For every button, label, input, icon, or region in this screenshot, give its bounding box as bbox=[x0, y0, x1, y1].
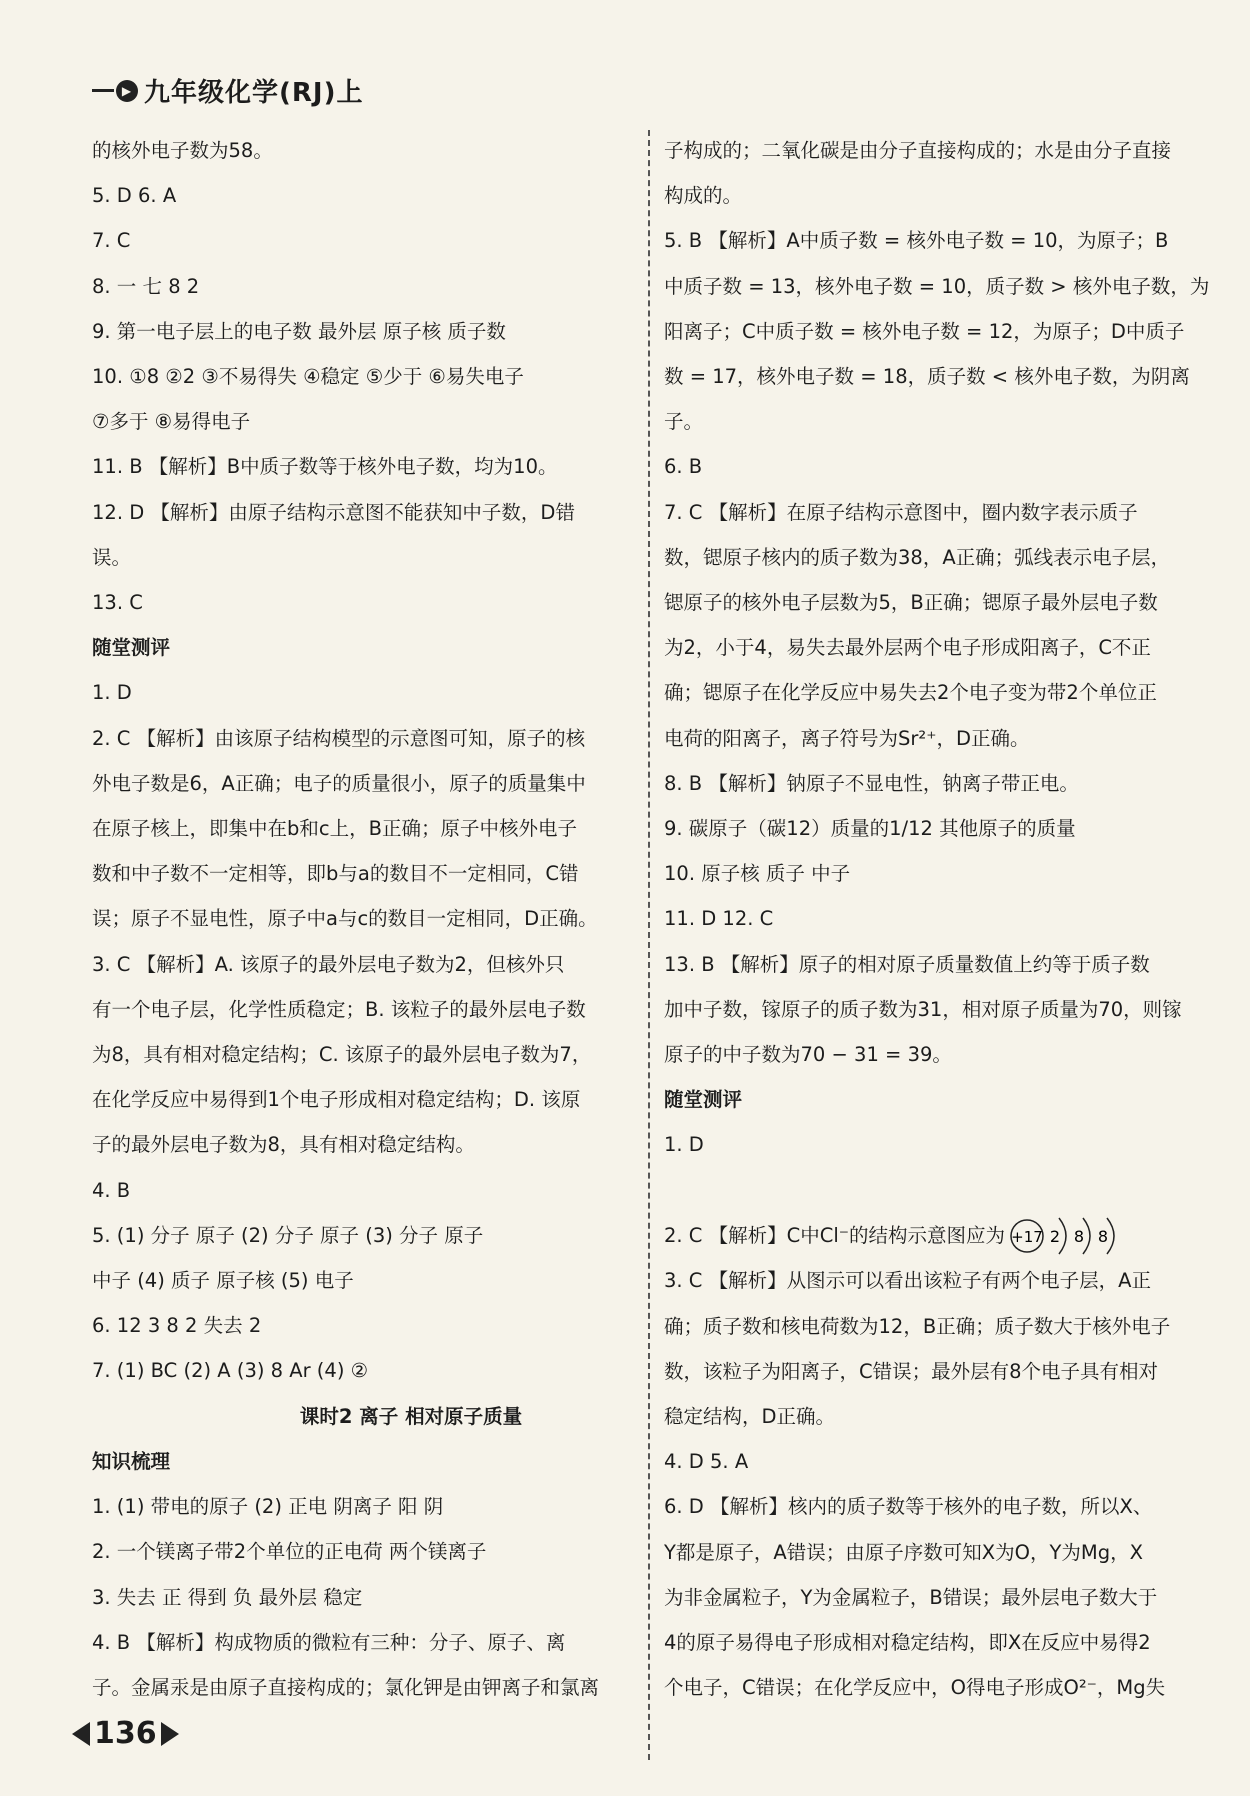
line-text: 中子 (4) 质子 原子核 (5) 电子 bbox=[92, 1269, 354, 1293]
line-text: 11. D 12. C bbox=[664, 907, 774, 931]
answer-line bbox=[664, 1304, 1202, 1349]
line-text: 2. C 【解析】C中Cl⁻的结构示意图应为 bbox=[664, 1223, 1006, 1247]
line-text: 在化学反应中易得到1个电子形成相对稳定结构；D. 该原 bbox=[92, 1088, 581, 1112]
answer-line bbox=[664, 1620, 1202, 1665]
line-text: 加中子数，镓原子的质子数为31，相对原子质量为70，则镓 bbox=[664, 997, 1182, 1021]
answer-line bbox=[664, 1258, 1202, 1303]
nucleus-charge: +17 bbox=[1011, 1228, 1043, 1247]
logo-icon: ▶ bbox=[116, 80, 138, 102]
answer-line bbox=[664, 309, 1202, 354]
line-text: 1. D bbox=[92, 681, 132, 705]
line-text: 7. C 【解析】在原子结构示意图中，圈内数字表示质子 bbox=[664, 500, 1138, 524]
line-text: 子。 bbox=[664, 410, 704, 434]
answer-line bbox=[664, 851, 1202, 896]
answer-line bbox=[92, 535, 630, 580]
section-heading bbox=[92, 1439, 630, 1484]
answer-line bbox=[92, 580, 630, 625]
answer-line bbox=[92, 309, 630, 354]
lesson-title bbox=[92, 1394, 630, 1439]
line-text: 确；质子数和核电荷数为12，B正确；质子数大于核外电子 bbox=[664, 1314, 1171, 1338]
line-text: 构成的。 bbox=[664, 184, 743, 208]
answer-line bbox=[92, 490, 630, 535]
line-text: ⑦多于 ⑧易得电子 bbox=[92, 410, 251, 434]
answer-line bbox=[92, 1620, 630, 1665]
column-divider bbox=[648, 130, 650, 1760]
line-text: 外电子数是6，A正确；电子的质量很小，原子的质量集中 bbox=[92, 771, 586, 795]
line-text: 为2，小于4，易失去最外层两个电子形成阳离子，C不正 bbox=[664, 636, 1151, 660]
answer-line bbox=[664, 264, 1210, 309]
line-text: 6. D 【解析】核内的质子数等于核外的电子数，所以X、 bbox=[664, 1495, 1153, 1519]
line-text: 在原子核上，即集中在b和c上，B正确；原子中核外电子 bbox=[92, 817, 577, 841]
line-text: 10. 原子核 质子 中子 bbox=[664, 862, 851, 886]
answer-line bbox=[92, 1213, 630, 1258]
answer-line bbox=[664, 535, 1202, 580]
line-text: 1. D bbox=[664, 1133, 704, 1157]
answer-line bbox=[92, 1168, 630, 1213]
line-text: 误；原子不显电性，原子中a与c的数目一定相同，D正确。 bbox=[92, 907, 598, 931]
line-text: 的核外电子数为58。 bbox=[92, 139, 273, 162]
line-text: 个电子，C错误；在化学反应中，O得电子形成O²⁻，Mg失 bbox=[664, 1676, 1166, 1700]
line-text: 3. C 【解析】A. 该原子的最外层电子数为2，但核外只 bbox=[92, 952, 565, 976]
line-text: 原子的中子数为70 − 31 = 39。 bbox=[664, 1043, 952, 1067]
answer-line bbox=[92, 1122, 630, 1167]
answer-line bbox=[92, 1032, 630, 1077]
line-text: 为非金属粒子，Y为金属粒子，B错误；最外层电子数大于 bbox=[664, 1585, 1158, 1609]
answer-line bbox=[664, 490, 1202, 535]
line-text: 5. D 6. A bbox=[92, 184, 177, 208]
line-text: 1. (1) 带电的原子 (2) 正电 阴离子 阳 阴 bbox=[92, 1495, 444, 1519]
answer-line bbox=[92, 1077, 630, 1122]
line-text: 7. C bbox=[92, 229, 131, 253]
line-text: 6. B bbox=[664, 455, 703, 479]
shell-electron-count: 8 bbox=[1097, 1227, 1109, 1247]
line-text: 5. B 【解析】A中质子数 = 核外电子数 = 10，为原子；B bbox=[664, 229, 1169, 253]
header-title: 九年级化学(RJ)上 bbox=[144, 78, 364, 108]
answer-line bbox=[664, 1349, 1202, 1394]
arrow-right-icon bbox=[161, 1722, 179, 1746]
line-text: 数和中子数不一定相等，即b与a的数目不一定相同，C错 bbox=[92, 862, 579, 886]
answer-line bbox=[92, 670, 630, 715]
left-column bbox=[92, 128, 630, 1710]
page-number-text: 136 bbox=[94, 1716, 157, 1751]
line-text: 阳离子；C中质子数 = 核外电子数 = 12，为原子；D中质子 bbox=[664, 319, 1185, 343]
line-text: 子的最外层电子数为8，具有相对稳定结构。 bbox=[92, 1133, 475, 1157]
answer-line bbox=[664, 896, 1202, 941]
answer-line bbox=[92, 1484, 630, 1529]
page-header bbox=[92, 72, 363, 109]
line-text: 13. C bbox=[92, 591, 143, 615]
line-text: 确；锶原子在化学反应中易失去2个电子变为带2个单位正 bbox=[664, 681, 1157, 705]
line-text: 3. 失去 正 得到 负 最外层 稳定 bbox=[92, 1585, 363, 1609]
answer-line bbox=[664, 716, 1202, 761]
section-heading bbox=[664, 1077, 1202, 1122]
answer-line bbox=[92, 1575, 630, 1620]
answer-line bbox=[664, 444, 1202, 489]
answer-line bbox=[92, 942, 630, 987]
line-text: 知识梳理 bbox=[92, 1449, 171, 1473]
line-text: 8. B 【解析】钠原子不显电性，钠离子带正电。 bbox=[664, 771, 1079, 795]
answer-line bbox=[92, 128, 630, 173]
line-text: 5. (1) 分子 原子 (2) 分子 原子 (3) 分子 原子 bbox=[92, 1223, 484, 1247]
answer-line bbox=[92, 716, 630, 761]
answer-line bbox=[92, 1529, 630, 1574]
line-text: 9. 第一电子层上的电子数 最外层 原子核 质子数 bbox=[92, 319, 506, 343]
answer-line bbox=[664, 1530, 1202, 1575]
answer-line bbox=[664, 1168, 1202, 1213]
line-text: 子。金属汞是由原子直接构成的；氯化钾是由钾离子和氯离 bbox=[92, 1675, 600, 1699]
answer-line bbox=[664, 580, 1202, 625]
line-text: 8. 一 七 8 2 bbox=[92, 274, 200, 298]
shell-electron-count: 2 bbox=[1049, 1227, 1061, 1247]
answer-line bbox=[664, 670, 1202, 715]
line-text: 随堂测评 bbox=[664, 1088, 743, 1112]
answer-line bbox=[92, 399, 630, 444]
cl-ion-structure-diagram bbox=[1007, 1214, 1137, 1258]
line-text: 数 = 17，核外电子数 = 18，质子数 < 核外电子数，为阴离 bbox=[664, 365, 1190, 389]
section-heading bbox=[92, 625, 630, 670]
line-text: 13. B 【解析】原子的相对原子质量数值上约等于质子数 bbox=[664, 952, 1150, 976]
answer-line bbox=[664, 942, 1202, 987]
answer-line bbox=[92, 1258, 630, 1303]
answer-line bbox=[92, 987, 630, 1032]
line-text: 6. 12 3 8 2 失去 2 bbox=[92, 1314, 262, 1338]
answer-line bbox=[92, 218, 630, 263]
answer-line bbox=[664, 1575, 1202, 1620]
answer-line bbox=[664, 1439, 1202, 1484]
line-text bbox=[664, 1179, 670, 1202]
answer-line bbox=[92, 1665, 630, 1710]
line-text: 稳定结构，D正确。 bbox=[664, 1404, 836, 1428]
line-text: 12. D 【解析】由原子结构示意图不能获知中子数，D错 bbox=[92, 500, 575, 524]
line-text: 课时2 离子 相对原子质量 bbox=[299, 1404, 523, 1428]
line-text: 为8，具有相对稳定结构；C. 该原子的最外层电子数为7， bbox=[92, 1043, 592, 1067]
answer-line bbox=[664, 1484, 1202, 1529]
answer-line bbox=[664, 761, 1202, 806]
header-dash bbox=[92, 89, 114, 92]
line-text: 随堂测评 bbox=[92, 636, 171, 660]
answer-line bbox=[664, 1394, 1202, 1439]
answer-line bbox=[664, 1213, 1202, 1259]
line-text: 9. 碳原子（碳12）质量的1/12 其他原子的质量 bbox=[664, 817, 1076, 841]
line-text: 数，锶原子核内的质子数为38，A正确；弧线表示电子层， bbox=[664, 545, 1171, 569]
answer-line bbox=[664, 1032, 1202, 1077]
answer-line bbox=[664, 1122, 1202, 1167]
line-text: 数，该粒子为阳离子，C错误；最外层有8个电子具有相对 bbox=[664, 1359, 1159, 1383]
answer-line bbox=[92, 761, 630, 806]
answer-line bbox=[92, 173, 630, 218]
line-text: 误。 bbox=[92, 545, 132, 569]
answer-line bbox=[664, 354, 1202, 399]
line-text: Y都是原子，A错误；由原子序数可知X为O，Y为Mg，X bbox=[664, 1540, 1143, 1564]
line-text: 中质子数 = 13，核外电子数 = 10，质子数 > 核外电子数，为 bbox=[664, 274, 1210, 298]
answer-line bbox=[92, 806, 630, 851]
line-text: 4. D 5. A bbox=[664, 1450, 749, 1474]
answer-line bbox=[92, 1303, 630, 1348]
answer-line bbox=[92, 1348, 630, 1393]
answer-line bbox=[92, 851, 630, 896]
line-text: 电荷的阳离子，离子符号为Sr²⁺，D正确。 bbox=[664, 726, 1030, 750]
answer-line bbox=[92, 264, 630, 309]
line-text: 2. C 【解析】由该原子结构模型的示意图可知，原子的核 bbox=[92, 726, 586, 750]
answer-line bbox=[92, 354, 630, 399]
line-text: 11. B 【解析】B中质子数等于核外电子数，均为10。 bbox=[92, 455, 558, 479]
line-text: 子构成的；二氧化碳是由分子直接构成的；水是由分子直接 bbox=[664, 139, 1172, 162]
answer-line bbox=[664, 987, 1202, 1032]
answer-line bbox=[92, 896, 630, 941]
line-text: 4. B 【解析】构成物质的微粒有三种：分子、原子、离 bbox=[92, 1630, 566, 1654]
line-text: 7. (1) BC (2) A (3) 8 Ar (4) ② bbox=[92, 1359, 369, 1383]
line-text: 10. ①8 ②2 ③不易得失 ④稳定 ⑤少于 ⑥易失电子 bbox=[92, 365, 524, 389]
answer-line bbox=[664, 1665, 1202, 1710]
page-number bbox=[72, 1716, 179, 1751]
line-text: 3. C 【解析】从图示可以看出该粒子有两个电子层，A正 bbox=[664, 1269, 1151, 1293]
shell-electron-count: 8 bbox=[1073, 1227, 1085, 1247]
line-text: 4. B bbox=[92, 1178, 131, 1202]
line-text: 4的原子易得电子形成相对稳定结构，即X在反应中易得2 bbox=[664, 1631, 1151, 1654]
answer-line bbox=[92, 444, 630, 489]
right-column bbox=[664, 128, 1210, 1710]
answer-line bbox=[664, 806, 1202, 851]
arrow-left-icon bbox=[72, 1722, 90, 1746]
answer-line bbox=[664, 399, 1202, 444]
answer-line bbox=[664, 625, 1202, 670]
answer-line bbox=[664, 218, 1202, 263]
line-text: 锶原子的核外电子层数为5，B正确；锶原子最外层电子数 bbox=[664, 591, 1158, 615]
answer-line bbox=[664, 173, 1202, 218]
line-text: 有一个电子层，化学性质稳定；B. 该粒子的最外层电子数 bbox=[92, 997, 586, 1021]
answer-line bbox=[664, 128, 1202, 173]
line-text: 2. 一个镁离子带2个单位的正电荷 两个镁离子 bbox=[92, 1540, 487, 1564]
